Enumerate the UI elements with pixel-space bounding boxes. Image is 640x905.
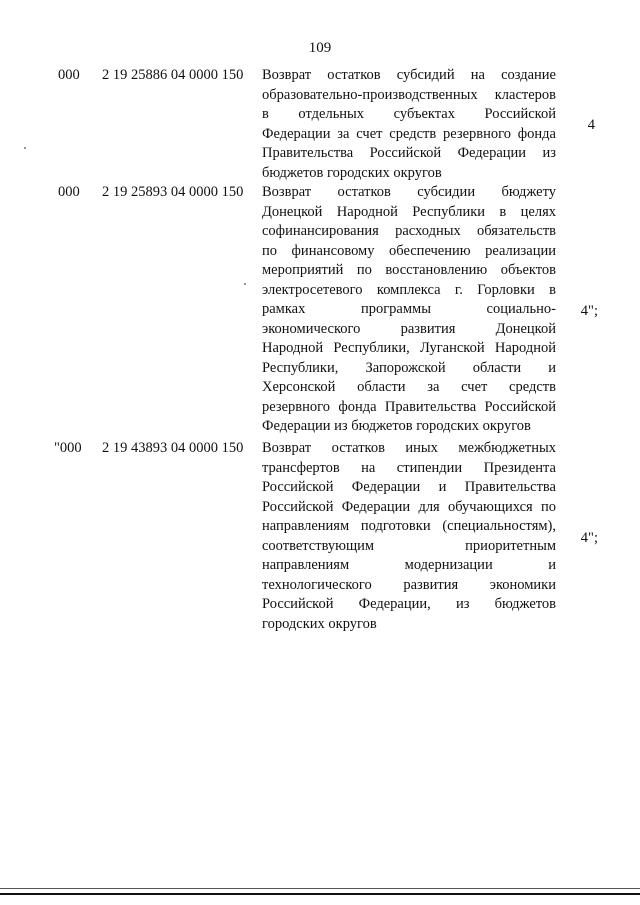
description-line: соответствующим приоритетным	[262, 537, 556, 554]
description-line: Российской Федерации для обучающихся по	[262, 498, 556, 515]
description-line: направлениям модернизации и	[262, 557, 556, 573]
row-description	[262, 439, 556, 634]
description-line: электросетевого комплекса г. Горловки в	[262, 281, 556, 298]
description-line: Возврат остатков иных межбюджетных	[262, 440, 556, 456]
budget-code: 2 19 43893 04 0000 150	[102, 440, 244, 456]
budget-code: 2 19 25893 04 0000 150	[102, 184, 244, 200]
description-line: трансфертов на стипендии Президента	[262, 459, 556, 476]
scan-edge-line	[0, 893, 640, 895]
description-line: Донецкой Народной Республики в целях	[262, 203, 556, 220]
description-line: Республики, Запорожской области и	[262, 359, 556, 376]
description-line: Херсонской области за счет средств	[262, 379, 556, 395]
description-line: по финансовому обеспечению реализации	[262, 242, 556, 259]
description-line: направлениям подготовки (специальностям),	[262, 518, 556, 534]
description-line: экономического развития Донецкой	[262, 320, 556, 337]
description-line: Народной Республики, Луганской Народной	[262, 340, 556, 356]
scan-speck	[24, 147, 26, 149]
row-description	[262, 183, 556, 437]
table-row	[0, 66, 640, 186]
scan-speck	[244, 283, 246, 285]
description-line: софинансирования расходных обязательств	[262, 223, 556, 239]
scan-edge-line	[0, 888, 640, 889]
description-line: Федерации из бюджетов городских округов	[262, 418, 531, 434]
description-line: бюджетов городских округов	[262, 164, 442, 181]
budget-code: 2 19 25886 04 0000 150	[102, 67, 244, 83]
description-line: Правительства Российской Федерации из	[262, 145, 556, 161]
table-row	[0, 183, 640, 439]
description-line: технологического развития экономики	[262, 576, 556, 593]
description-line: Федерации за счет средств резервного фонда	[262, 125, 556, 142]
table-row	[0, 439, 640, 639]
row-value: 4	[587, 117, 595, 133]
description-line: мероприятий по восстановлению объектов	[262, 262, 556, 278]
admin-code: "000	[54, 440, 82, 456]
admin-code: 000	[58, 67, 80, 83]
row-value: 4";	[580, 303, 598, 319]
row-description	[262, 66, 556, 183]
description-line: Российской Федерации и Правительства	[262, 479, 556, 495]
page-number: 109	[308, 40, 332, 56]
description-line: образовательно-производственных кластеров	[262, 86, 556, 103]
description-line: Российской Федерации, из бюджетов	[262, 596, 556, 612]
row-value: 4";	[580, 530, 598, 546]
description-line: в отдельных субъектах Российской	[262, 106, 556, 122]
description-line: резервного фонда Правительства Российской	[262, 398, 556, 415]
description-line: рамках программы социально-	[262, 301, 556, 317]
description-line: Возврат остатков субсидии бюджету	[262, 184, 556, 200]
description-line: Возврат остатков субсидий на создание	[262, 67, 556, 83]
description-line: городских округов	[262, 615, 377, 632]
admin-code: 000	[58, 184, 80, 200]
